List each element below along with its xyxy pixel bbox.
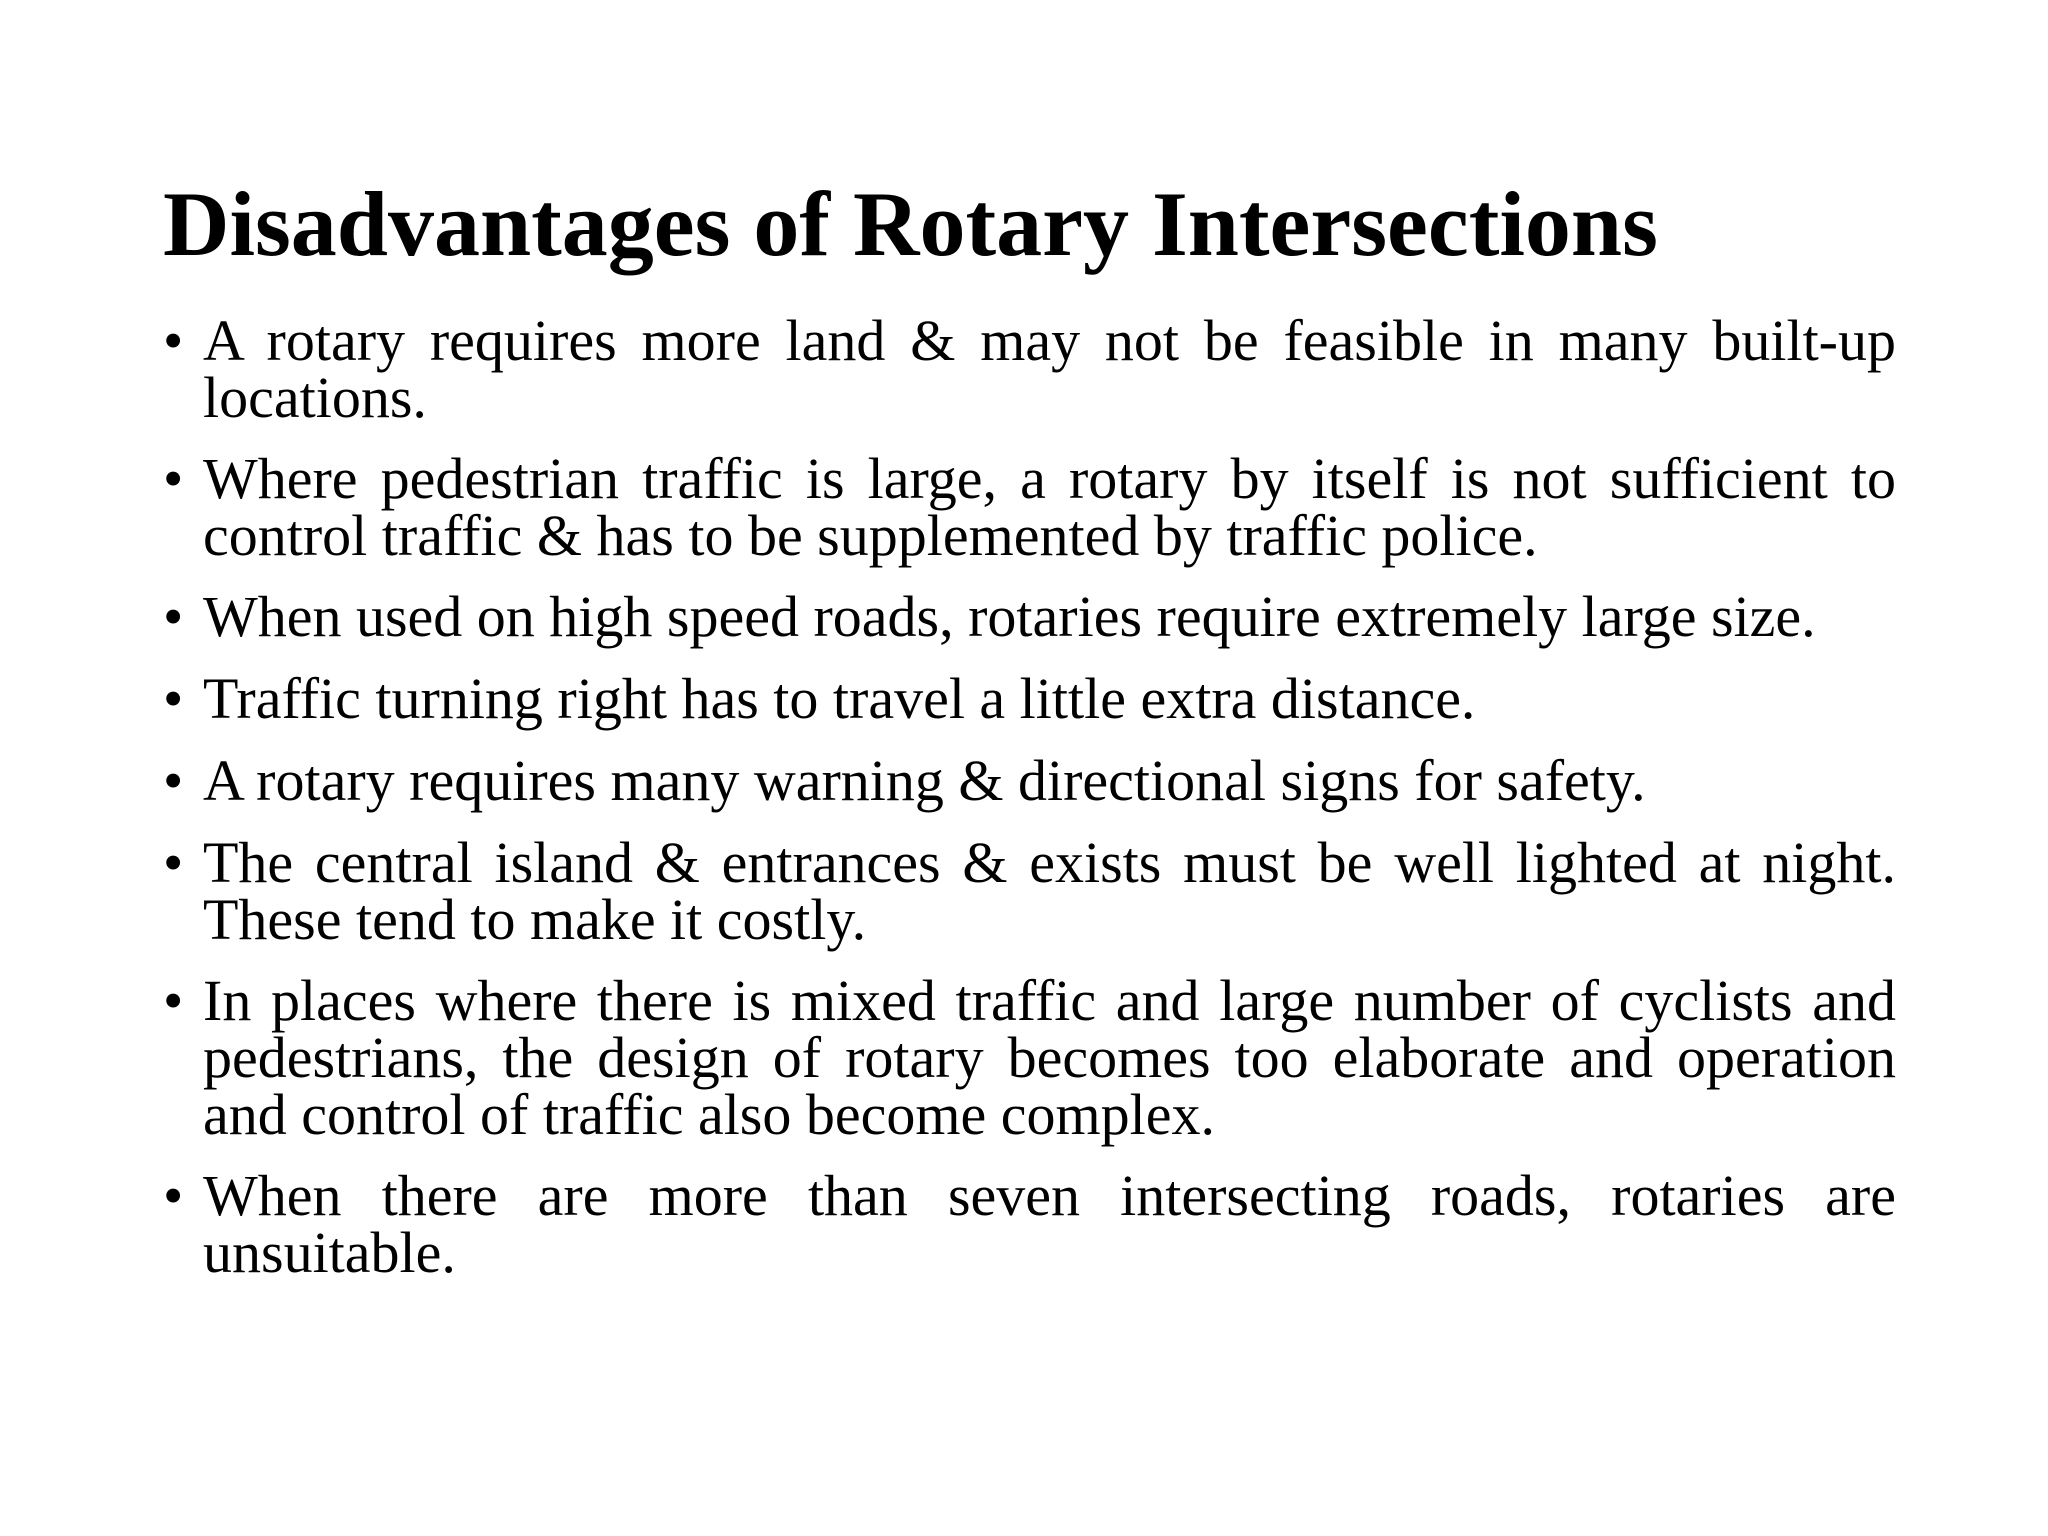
bullet-marker: • [163, 666, 184, 731]
bullet-item-warning-signs [163, 748, 1896, 813]
bullet-marker: • [163, 308, 184, 373]
bullet-marker: • [163, 830, 184, 895]
bullet-item-land [163, 308, 1896, 430]
bullet-item-pedestrian-traffic [163, 446, 1896, 568]
bullet-item-high-speed-roads [163, 584, 1896, 649]
bullet-text: In places where there is mixed traffic and large number of cyclists and pedestrians, the design of rotary becomes too elaborate and operation and control of traffic also become complex. [203, 968, 1896, 1147]
bullet-item-extra-distance [163, 666, 1896, 731]
slide-title: Disadvantages of Rotary Intersections [163, 173, 1658, 275]
bullet-marker: • [163, 584, 184, 649]
bullet-marker: • [163, 748, 184, 813]
bullet-marker: • [163, 968, 184, 1033]
bullet-text: A rotary requires many warning & directional signs for safety. [203, 748, 1646, 813]
bullet-list [163, 308, 1896, 1305]
bullet-marker: • [163, 446, 184, 511]
bullet-text: When there are more than seven intersecting roads, rotaries are unsuitable. [203, 1163, 1896, 1285]
bullet-item-mixed-traffic [163, 968, 1896, 1147]
bullet-text: The central island & entrances & exists must be well lighted at night. These tend to make it costly. [203, 830, 1896, 952]
bullet-item-lighting [163, 830, 1896, 952]
bullet-text: Traffic turning right has to travel a little extra distance. [203, 666, 1476, 731]
bullet-item-intersecting-roads [163, 1163, 1896, 1285]
bullet-text: Where pedestrian traffic is large, a rotary by itself is not sufficient to control traffic & has to be supplemented by traffic police. [203, 446, 1896, 568]
bullet-marker: • [163, 1163, 184, 1228]
bullet-text: When used on high speed roads, rotaries require extremely large size. [203, 584, 1816, 649]
bullet-text: A rotary requires more land & may not be feasible in many built-up locations. [203, 308, 1896, 430]
